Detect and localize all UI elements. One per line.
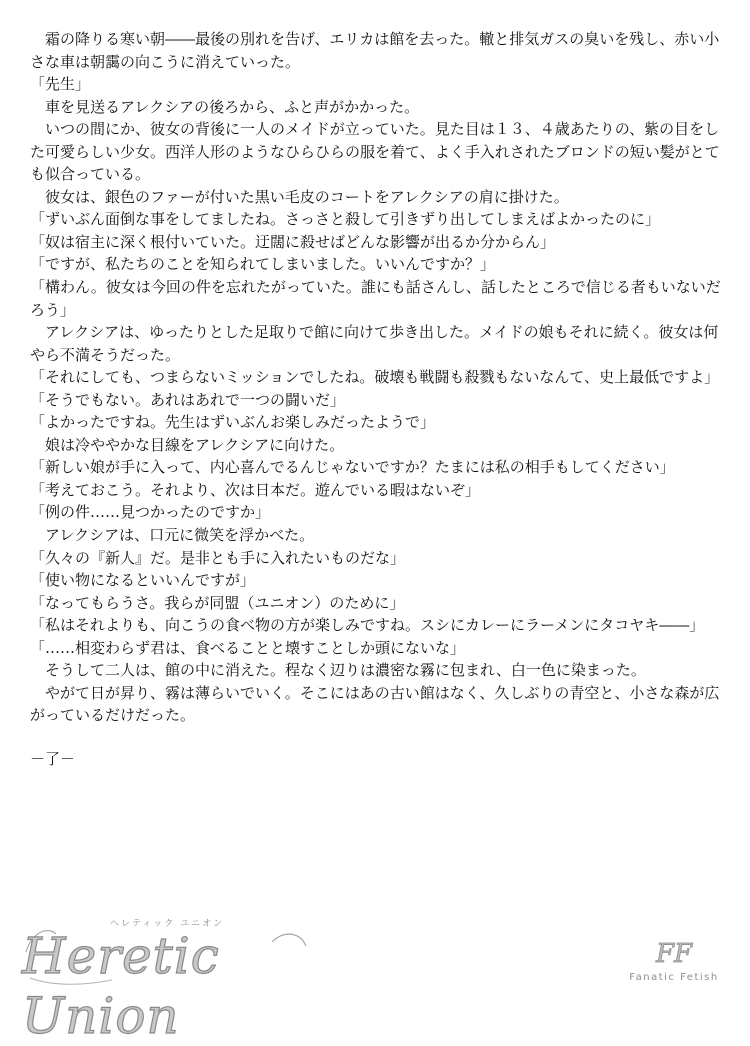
- paragraph: 「考えておこう。それより、次は日本だ。遊んでいる暇はないぞ」: [30, 480, 481, 499]
- fanatic-fetish-logo: [624, 940, 724, 994]
- paragraph: 「そうでもない。あれはあれで一つの闘いだ」: [30, 390, 346, 409]
- heretic-union-logo: [22, 912, 312, 1045]
- paragraph: 「新しい娘が手に入って、内心喜んでるんじゃないですか？たまには私の相手もしてください」: [30, 458, 675, 477]
- paragraph: 「ずいぶん面倒な事をしてましたね。さっさと殺して引きずり出してしまえばよかったのに」: [30, 210, 661, 229]
- paragraph: 「使い物になるといいんですが」: [30, 571, 256, 590]
- paragraph: 「私はそれよりも、向こうの食べ物の方が楽しみですね。スシにカレーにラーメンにタコヤキ――」: [30, 616, 705, 635]
- story-text: [30, 28, 722, 727]
- paragraph: 「久々の『新人』だ。是非とも手に入れたいものだな」: [30, 548, 406, 567]
- paragraph: 「構わん。彼女は今回の件を忘れたがっていた。誰にも話さんし、話したところで信じる者もいないだろう」: [30, 278, 721, 319]
- paragraph: 娘は冷ややかな目線をアレクシアに向けた。: [30, 435, 345, 454]
- paragraph: アレクシアは、口元に微笑を浮かべた。: [30, 526, 315, 545]
- paragraph: 「奴は宿主に深く根付いていた。迂闊に殺せばどんな影響が出るか分からん」: [30, 232, 556, 251]
- end-mark: －了－: [30, 750, 76, 768]
- paragraph: いつの間にか、彼女の背後に一人のメイドが立っていた。見た目は１３、４歳あたりの、紫の目をした可愛らしい少女。西洋人形のようなひらひらの服を着て、よく手入れされたブロンドの短い髪がとても似合っている。: [30, 120, 720, 184]
- paragraph: 「……相変わらず君は、食べることと壊すことしか頭にないな」: [30, 638, 466, 657]
- paragraph: 「よかったですね。先生はずいぶんお楽しみだったようで」: [30, 413, 436, 432]
- paragraph: 「それにしても、つまらないミッションでしたね。破壊も戦闘も殺戮もないなんて、史上最低ですよ」: [30, 368, 720, 387]
- paragraph: 「なってもらうさ。我らが同盟（ユニオン）のために」: [30, 593, 405, 612]
- paragraph: 車を見送るアレクシアの後ろから、ふと声がかかった。: [30, 97, 420, 116]
- paragraph: そうして二人は、館の中に消えた。程なく辺りは濃密な霧に包まれ、白一色に染まった。: [30, 661, 646, 680]
- logo-title: Heretic Union: [22, 927, 220, 1045]
- paragraph: 彼女は、銀色のファーが付いた黒い毛皮のコートをアレクシアの肩に掛けた。: [30, 187, 569, 206]
- paragraph: 「先生」: [30, 75, 91, 94]
- paragraph: 霜の降りる寒い朝――最後の別れを告げ、エリカは館を去った。轍と排気ガスの臭いを残し、赤い小さな車は朝靄の向こうに消えていった。: [30, 30, 720, 71]
- logo-subtitle: ヘレティック ユニオン: [110, 919, 225, 929]
- paragraph: やがて日が昇り、霧は薄らいでいく。そこにはあの古い館はなく、久しぶりの青空と、小さな森が広がっているだけだった。: [30, 683, 720, 725]
- paragraph: 「例の件……見つかったのですか」: [30, 503, 271, 522]
- logo-mark: FF: [655, 939, 693, 969]
- logo-name: Fanatic Fetish: [629, 972, 719, 983]
- paragraph: 「ですが、私たちのことを知られてしまいました。いいんですか？」: [30, 255, 496, 274]
- paragraph: アレクシアは、ゆったりとした足取りで館に向けて歩き出した。メイドの娘もそれに続く。彼女は何やら不満そうだった。: [30, 323, 719, 364]
